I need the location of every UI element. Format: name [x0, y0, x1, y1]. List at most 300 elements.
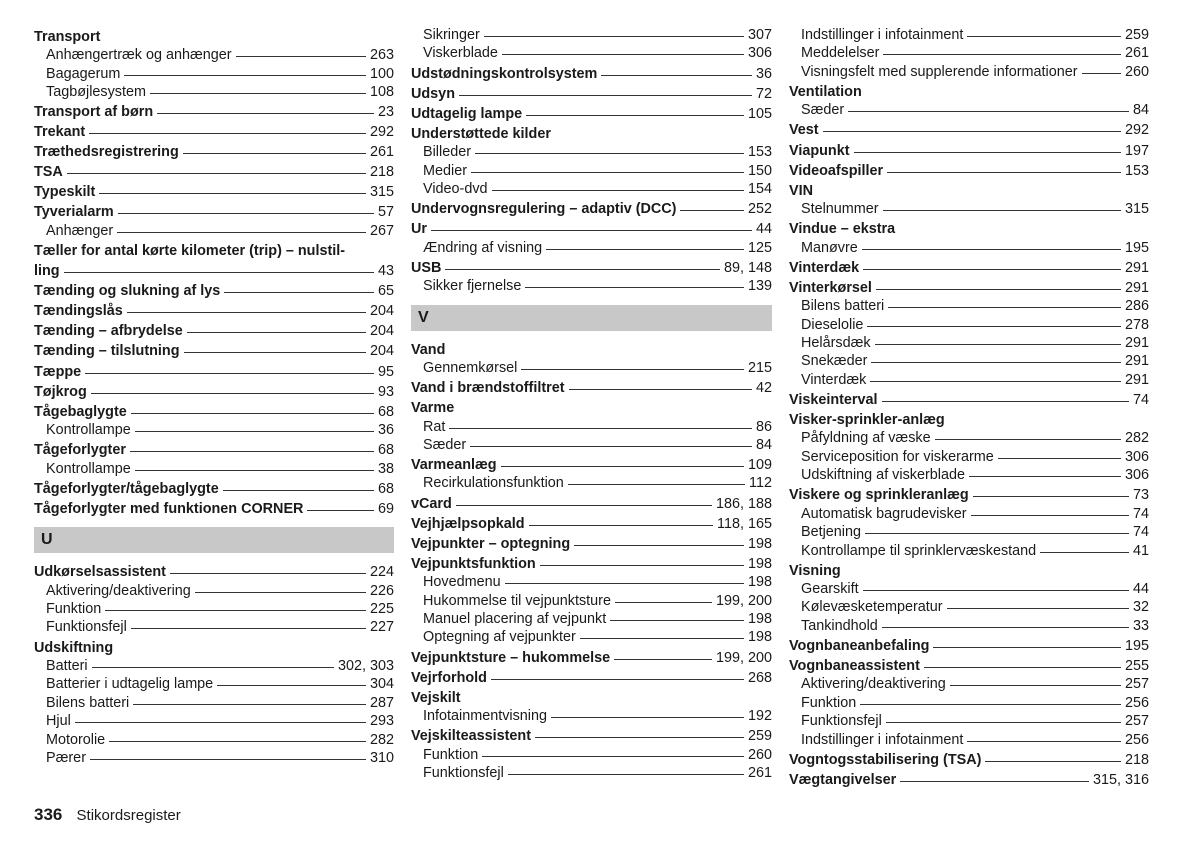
- page-reference: 255: [1124, 658, 1149, 675]
- index-entry: [411, 85, 772, 103]
- entry-term: Tæppe: [34, 363, 82, 380]
- page-reference: 287: [369, 694, 394, 711]
- leader-line: [610, 620, 744, 621]
- page-reference: 41: [1132, 542, 1149, 559]
- leader-line: [882, 627, 1129, 628]
- index-entry: [411, 341, 772, 359]
- index-subentry: [411, 764, 772, 782]
- entry-term: Tænding – tilslutning: [34, 343, 180, 360]
- page-reference: 36: [755, 65, 772, 82]
- page-reference: 65: [377, 283, 394, 300]
- index-entry: [34, 383, 394, 401]
- page-reference: 108: [369, 83, 394, 100]
- index-entry: [411, 220, 772, 238]
- leader-line: [459, 95, 752, 96]
- index-subentry: [411, 573, 772, 591]
- entry-term: Viskerblade: [423, 45, 498, 62]
- index-entry: [789, 142, 1149, 160]
- leader-line: [969, 476, 1121, 477]
- entry-term: Ændring af visning: [423, 239, 543, 256]
- index-entry: [411, 689, 772, 707]
- page-reference: 69: [377, 500, 394, 517]
- entry-term: Infotainmentvisning: [423, 708, 547, 725]
- index-entry: [411, 379, 772, 397]
- leader-line: [854, 152, 1121, 153]
- entry-term: Tændingslås: [34, 303, 123, 320]
- page-reference: 291: [1124, 353, 1149, 370]
- entry-term: Recirkulationsfunktion: [423, 475, 564, 492]
- entry-term: Sikker fjernelse: [423, 278, 522, 295]
- index-entry: [411, 259, 772, 277]
- entry-term: Varmeanlæg: [411, 457, 497, 473]
- page-reference: 292: [1124, 122, 1149, 139]
- index-subentry: [411, 239, 772, 257]
- leader-line: [127, 312, 366, 313]
- entry-term: Ventilation: [789, 83, 862, 100]
- entry-term: Billeder: [423, 144, 471, 161]
- entry-term: VIN: [789, 182, 813, 199]
- entry-term: Vejpunktsture – hukommelse: [411, 649, 611, 666]
- page-reference: 291: [1124, 335, 1149, 351]
- entry-term: Udstødningskontrolsystem: [411, 65, 598, 82]
- leader-line: [933, 647, 1121, 648]
- leader-line: [546, 249, 744, 250]
- page-reference: 43: [377, 263, 394, 280]
- page-reference: 197: [1124, 142, 1149, 159]
- index-subentry: [789, 505, 1149, 523]
- leader-line: [967, 36, 1121, 37]
- index-subentry: [411, 162, 772, 180]
- index-subentry: [34, 731, 394, 749]
- entry-term: Funktion: [801, 694, 857, 711]
- page-reference: 86: [755, 418, 772, 435]
- index-subentry: [34, 222, 394, 240]
- index-subentry: [411, 143, 772, 161]
- index-entry: [411, 200, 772, 218]
- index-subentry: [789, 712, 1149, 730]
- leader-line: [470, 446, 752, 447]
- entry-term: Sæder: [801, 102, 845, 119]
- index-entry: [789, 83, 1149, 101]
- entry-term: Tågeforlygter: [34, 442, 126, 459]
- leader-line: [540, 565, 744, 566]
- index-entry: [789, 121, 1149, 139]
- index-subentry: [789, 316, 1149, 334]
- leader-line: [131, 628, 366, 629]
- index-subentry: [411, 707, 772, 725]
- entry-term: Funktionsfejl: [801, 713, 882, 730]
- entry-term: Aktivering/deaktivering: [801, 676, 946, 693]
- leader-line: [505, 583, 744, 584]
- leader-line: [508, 774, 744, 775]
- leader-line: [492, 190, 744, 191]
- page-reference: 195: [1124, 637, 1149, 654]
- page-reference: 306: [1124, 467, 1149, 484]
- page-reference: 198: [747, 611, 772, 627]
- index-entry: [34, 103, 394, 121]
- index-subentry: [34, 600, 394, 618]
- entry-term: Medier: [423, 162, 467, 179]
- leader-line: [875, 344, 1121, 345]
- entry-term: Vand i brændstoffiltret: [411, 380, 565, 396]
- index-subentry: [789, 63, 1149, 81]
- index-subentry: [411, 746, 772, 764]
- leader-line: [823, 131, 1121, 132]
- page-reference: 306: [747, 45, 772, 62]
- entry-term: Udkørselsassistent: [34, 564, 166, 581]
- index-subentry: [789, 429, 1149, 447]
- index-entry: [34, 28, 394, 46]
- leader-line: [223, 490, 374, 491]
- entry-term: Anhænger: [46, 222, 114, 239]
- leader-line: [551, 717, 744, 718]
- page-reference: 291: [1124, 259, 1149, 276]
- leader-line: [491, 679, 744, 680]
- leader-line: [89, 133, 366, 134]
- page-reference: 73: [1132, 487, 1149, 504]
- leader-line: [195, 592, 366, 593]
- index-entry: [34, 123, 394, 141]
- index-entry: [411, 495, 772, 513]
- page-reference: 260: [1124, 63, 1149, 80]
- index-subentry: [789, 731, 1149, 749]
- page-reference: 307: [747, 27, 772, 43]
- page-reference: 112: [749, 475, 772, 492]
- index-subentry: [411, 628, 772, 646]
- page-reference: 261: [747, 765, 772, 781]
- entry-term: Udskiftning: [34, 639, 114, 656]
- entry-term: Transport af børn: [34, 104, 154, 120]
- leader-line: [92, 667, 334, 668]
- index-entry: [789, 259, 1149, 277]
- entry-term: Påfyldning af væske: [801, 430, 931, 447]
- page-reference: 198: [747, 629, 772, 646]
- index-entry: [411, 399, 772, 417]
- index-entry: [789, 182, 1149, 200]
- page-reference: 252: [747, 201, 772, 218]
- entry-term: Transport: [34, 28, 101, 45]
- entry-term: Visker-sprinkler-anlæg: [789, 412, 945, 428]
- entry-term: Tyverialarm: [34, 204, 114, 221]
- index-entry: [411, 105, 772, 123]
- entry-term: Vindue – ekstra: [789, 221, 896, 238]
- page-reference: 257: [1124, 676, 1149, 693]
- leader-line: [67, 173, 366, 174]
- leader-line: [502, 54, 744, 55]
- index-subentry: [34, 694, 394, 712]
- entry-term: vCard: [411, 495, 452, 512]
- index-subentry: [789, 542, 1149, 560]
- page-reference: 257: [1124, 713, 1149, 730]
- index-entry: [34, 342, 394, 360]
- entry-term: Udskiftning af viskerblade: [801, 467, 965, 484]
- page-reference: 204: [369, 303, 394, 320]
- entry-term: Kontrollampe til sprinklervæskestand: [801, 542, 1037, 559]
- index-subentry: [411, 592, 772, 610]
- page-reference: 291: [1124, 371, 1149, 388]
- page-reference: 68: [377, 403, 394, 420]
- entry-term: Motorolie: [46, 731, 106, 748]
- index-entry: [34, 242, 394, 260]
- page-reference: 267: [369, 222, 394, 239]
- index-subentry: [789, 352, 1149, 370]
- leader-line: [501, 466, 744, 467]
- leader-line: [568, 484, 745, 485]
- entry-term: Automatisk bagrudevisker: [801, 505, 967, 522]
- page-reference: 218: [1124, 751, 1149, 768]
- entry-term: Gennemkørsel: [423, 359, 518, 376]
- index-entry: [34, 183, 394, 201]
- entry-term: Typeskilt: [34, 184, 96, 201]
- entry-term: Understøttede kilder: [411, 125, 551, 142]
- page-reference: 215: [747, 359, 772, 376]
- index-entry: [789, 637, 1149, 655]
- entry-term: Video-dvd: [423, 181, 488, 197]
- leader-line: [950, 685, 1121, 686]
- index-subentry: [34, 712, 394, 730]
- index-subentry: [789, 200, 1149, 218]
- index-entry: [789, 751, 1149, 769]
- page-reference: 153: [747, 144, 772, 161]
- index-subentry: [34, 675, 394, 693]
- leader-line: [484, 36, 744, 37]
- entry-term: Funktionsfejl: [423, 765, 504, 781]
- index-entry: [411, 125, 772, 143]
- leader-line: [924, 667, 1121, 668]
- index-entry: [34, 262, 394, 280]
- leader-line: [900, 781, 1089, 782]
- index-subentry: [34, 65, 394, 83]
- leader-line: [998, 458, 1121, 459]
- leader-line: [118, 213, 374, 214]
- index-entry: [789, 562, 1149, 580]
- page-reference: 291: [1124, 279, 1149, 296]
- entry-term: Tågebaglygte: [34, 403, 127, 420]
- leader-line: [580, 638, 744, 639]
- index-subentry: [789, 617, 1149, 635]
- leader-line: [131, 413, 374, 414]
- page-reference: 218: [369, 164, 394, 181]
- entry-term: Vognbaneassistent: [789, 658, 920, 675]
- index-subentry: [789, 466, 1149, 484]
- leader-line: [117, 232, 366, 233]
- index-entry: [34, 403, 394, 421]
- entry-term: Vejskilteassistent: [411, 728, 531, 745]
- page-reference: 315: [1124, 201, 1149, 218]
- leader-line: [883, 210, 1121, 211]
- page-reference: 198: [747, 574, 772, 591]
- section-title: Stikordsregister: [76, 807, 181, 824]
- entry-term: Kølevæsketemperatur: [801, 599, 943, 616]
- leader-line: [615, 602, 712, 603]
- entry-term: Viskere og sprinkleranlæg: [789, 487, 969, 504]
- page-reference: 315, 316: [1092, 771, 1149, 788]
- entry-term: Vinterkørsel: [789, 279, 872, 296]
- entry-term: Aktivering/deaktivering: [46, 582, 191, 599]
- page-reference: 68: [377, 480, 394, 497]
- page-reference: 74: [1132, 505, 1149, 522]
- page-reference: 261: [369, 144, 394, 161]
- index-subentry: [34, 582, 394, 600]
- entry-term: Manøvre: [801, 239, 858, 256]
- entry-term: Manuel placering af vejpunkt: [423, 611, 607, 627]
- leader-line: [883, 54, 1121, 55]
- leader-line: [680, 210, 744, 211]
- index-entry: [789, 162, 1149, 180]
- page-reference: 199, 200: [715, 592, 772, 609]
- leader-line: [888, 307, 1121, 308]
- page-reference: 199, 200: [715, 649, 772, 666]
- leader-line: [170, 573, 366, 574]
- leader-line: [150, 93, 366, 94]
- entry-term: Varme: [411, 400, 455, 417]
- index-entry: [789, 391, 1149, 409]
- entry-term: Tankindhold: [801, 617, 878, 634]
- leader-line: [521, 369, 744, 370]
- entry-term: Hjul: [46, 713, 71, 730]
- entry-term: Tågeforlygter med funktionen CORNER: [34, 500, 304, 517]
- page-reference: 226: [369, 582, 394, 599]
- page-reference: 33: [1132, 617, 1149, 634]
- entry-term: Gearskift: [801, 581, 859, 598]
- index-entry: [411, 555, 772, 573]
- page-reference: 23: [377, 104, 394, 120]
- page-reference: 57: [377, 204, 394, 221]
- leader-line: [867, 326, 1121, 327]
- page-reference: 109: [747, 457, 772, 473]
- entry-term: Sæder: [423, 436, 467, 453]
- leader-line: [870, 381, 1121, 382]
- entry-term: TSA: [34, 164, 63, 181]
- leader-line: [135, 470, 374, 471]
- page-reference: 186, 188: [715, 495, 772, 512]
- entry-term: Vejrforhold: [411, 669, 487, 686]
- leader-line: [217, 685, 366, 686]
- page-reference: 282: [1124, 430, 1149, 447]
- index-subentry: [789, 26, 1149, 44]
- leader-line: [471, 172, 744, 173]
- page-reference: 204: [369, 343, 394, 360]
- index-entry: [34, 500, 394, 518]
- entry-term: Vognbaneanbefaling: [789, 637, 930, 654]
- entry-term: Vinterdæk: [789, 259, 860, 276]
- leader-line: [224, 292, 374, 293]
- index-subentry: [789, 297, 1149, 315]
- leader-line: [865, 533, 1129, 534]
- index-subentry: [789, 101, 1149, 119]
- entry-term: Vægtangivelser: [789, 771, 897, 788]
- leader-line: [535, 737, 744, 738]
- entry-term: Helårsdæk: [801, 335, 871, 351]
- leader-line: [105, 610, 366, 611]
- index-subentry: [789, 371, 1149, 389]
- page-reference: 68: [377, 442, 394, 459]
- entry-term: Videoafspiller: [789, 162, 884, 179]
- page-reference: 95: [377, 363, 394, 380]
- leader-line: [971, 515, 1129, 516]
- index-subentry: [34, 421, 394, 439]
- index-entry: [411, 456, 772, 474]
- entry-term: Viskeinterval: [789, 391, 878, 408]
- leader-line: [307, 510, 374, 511]
- leader-line: [90, 759, 366, 760]
- page-reference: 139: [747, 278, 772, 295]
- page-reference: 282: [369, 731, 394, 748]
- leader-line: [133, 704, 366, 705]
- page-reference: 195: [1124, 239, 1149, 256]
- leader-line: [91, 393, 374, 394]
- page-reference: 293: [369, 713, 394, 730]
- leader-line: [526, 115, 744, 116]
- page-reference: 256: [1124, 694, 1149, 711]
- entry-term: Vogntogsstabilisering (TSA): [789, 751, 982, 768]
- index-entry: [411, 727, 772, 745]
- index-entry: [789, 279, 1149, 297]
- leader-line: [431, 230, 752, 231]
- leader-line: [863, 269, 1121, 270]
- entry-term: Vejpunktsfunktion: [411, 555, 536, 572]
- leader-line: [1040, 552, 1129, 553]
- entry-term: Meddelelser: [801, 45, 880, 62]
- entry-term: Vest: [789, 122, 819, 139]
- index-entry: [34, 480, 394, 498]
- entry-term: Visningsfelt med supplerende informationer: [801, 63, 1078, 80]
- entry-term: Tagbøjlesystem: [46, 83, 146, 100]
- leader-line: [614, 659, 712, 660]
- page-reference: 259: [1124, 27, 1149, 43]
- entry-term: Bilens batteri: [801, 298, 885, 315]
- leader-line: [860, 704, 1121, 705]
- page-reference: 198: [747, 555, 772, 572]
- leader-line: [525, 287, 744, 288]
- leader-line: [886, 722, 1121, 723]
- leader-line: [99, 193, 366, 194]
- index-entry: [34, 563, 394, 581]
- page-footer: [34, 805, 181, 825]
- page-reference: 74: [1132, 391, 1149, 408]
- index-subentry: [789, 598, 1149, 616]
- leader-line: [985, 761, 1121, 762]
- page-reference: 292: [369, 124, 394, 141]
- leader-line: [529, 525, 713, 526]
- index-subentry: [34, 749, 394, 767]
- index-subentry: [789, 239, 1149, 257]
- leader-line: [75, 722, 366, 723]
- entry-term: Stelnummer: [801, 201, 879, 218]
- entry-term: Tøjkrog: [34, 383, 87, 400]
- page-reference: 310: [369, 749, 394, 766]
- page-reference: 261: [1124, 45, 1149, 62]
- entry-term: Funktion: [46, 601, 102, 618]
- page-reference: 315: [369, 184, 394, 201]
- index-column-3: [789, 26, 1149, 789]
- index-entry: [789, 411, 1149, 429]
- leader-line: [947, 608, 1129, 609]
- index-entry: [411, 515, 772, 533]
- page-reference: 154: [747, 181, 772, 197]
- index-entry: [411, 669, 772, 687]
- leader-line: [876, 289, 1121, 290]
- index-entry: [34, 203, 394, 221]
- index-entry: [789, 657, 1149, 675]
- index-subentry: [411, 418, 772, 436]
- page-reference: 224: [369, 564, 394, 581]
- page-reference: 153: [1124, 162, 1149, 179]
- leader-line: [64, 272, 374, 273]
- leader-line: [848, 111, 1129, 112]
- index-subentry: [411, 359, 772, 377]
- leader-line: [882, 401, 1129, 402]
